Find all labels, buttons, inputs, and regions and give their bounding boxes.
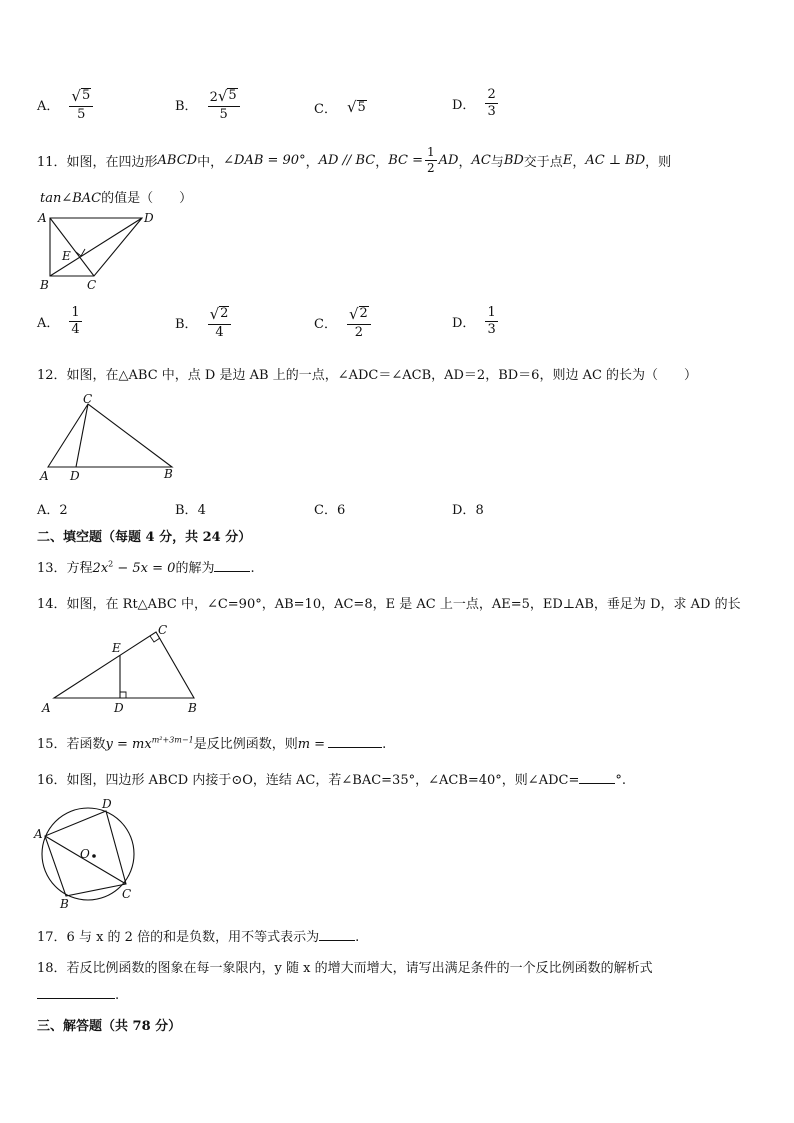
- option-value: 2: [59, 503, 68, 518]
- q11-stem-line2: [40, 187, 192, 206]
- q13-stem: [37, 557, 255, 576]
- section-2-heading: 二、填空题（每题 4 分，共 24 分）: [37, 530, 252, 545]
- label-o: O: [80, 847, 90, 861]
- label-a: A: [34, 827, 43, 841]
- label-d: D: [144, 211, 154, 225]
- denominator: 4: [71, 321, 80, 337]
- text: 17．6 与 x 的 2 倍的和是负数，用不等式表示为: [37, 930, 320, 945]
- label-a: A: [42, 701, 51, 715]
- math: AC: [471, 152, 491, 168]
- q12-option-c: [314, 499, 345, 518]
- fraction: √ 5 5: [69, 88, 93, 121]
- text: 中，: [197, 154, 224, 170]
- label-e: E: [112, 641, 121, 655]
- answer-blank[interactable]: [579, 782, 615, 784]
- math: tan∠BAC: [40, 191, 102, 206]
- exponent: 2: [108, 559, 114, 569]
- text: ，: [375, 154, 389, 170]
- label-e: E: [62, 249, 71, 263]
- q17-stem: [37, 926, 359, 945]
- q12-stem: 12．如图，在△ABC 中，点 D 是边 AB 上的一点，∠ADC＝∠ACB，AD＝2，BD＝6，则边 AC 的长为（ ）: [37, 368, 698, 383]
- fraction: [69, 306, 81, 336]
- math: AC ⊥ BD: [585, 152, 646, 168]
- q10-option-a: [37, 88, 93, 121]
- option-value: 4: [197, 503, 206, 518]
- text: °.: [615, 773, 626, 788]
- q18-stem: 18．若反比例函数的图象在每一象限内，y 随 x 的增大而增大，请写出满足条件的一个反比例函数的解析式: [37, 961, 653, 976]
- option-label: C．: [314, 102, 337, 117]
- q11-option-d: [452, 306, 498, 336]
- math: ∠DAB = 90°: [223, 152, 306, 168]
- radicand: 5: [357, 99, 366, 115]
- option-value: 8: [475, 503, 484, 518]
- denominator: 3: [487, 321, 496, 337]
- q10-option-c: C． √ 5: [314, 98, 366, 117]
- text: 13．方程: [37, 561, 93, 576]
- fraction: [485, 88, 497, 118]
- option-label: A．: [37, 315, 60, 331]
- label-a: A: [38, 211, 47, 225]
- text: 15．若函数: [37, 737, 106, 752]
- diagonal-ac: [50, 218, 94, 276]
- fraction: [485, 306, 497, 336]
- label-b: B: [164, 467, 173, 481]
- text: 16．如图，四边形 ABCD 内接于⊙O，连结 AC，若∠BAC=35°，∠ACB=40°，则∠ADC=: [37, 773, 580, 788]
- answer-blank[interactable]: [328, 746, 382, 748]
- section-3-heading: 三、解答题（共 78 分）: [37, 1019, 182, 1034]
- q16-figure: [32, 796, 144, 912]
- option-label: D．: [452, 315, 476, 331]
- text: .: [250, 561, 255, 576]
- math: m =: [297, 737, 326, 752]
- answer-blank[interactable]: [214, 570, 250, 572]
- denominator: 5: [77, 106, 86, 122]
- denominator: 2: [426, 160, 435, 175]
- label-b: B: [188, 701, 197, 715]
- label-a: A: [40, 469, 49, 483]
- q11-option-c: [314, 306, 371, 339]
- option-label: B．: [175, 503, 198, 518]
- label-d: D: [114, 701, 124, 715]
- math: AD // BC: [318, 152, 376, 168]
- label-c: C: [87, 278, 97, 292]
- q11-option-a: [37, 306, 82, 336]
- text: ，: [458, 154, 472, 170]
- option-label: A．: [37, 99, 60, 115]
- label-c: C: [158, 623, 168, 637]
- option-label: B．: [175, 317, 198, 333]
- text: ，: [305, 154, 319, 170]
- exponent: m²+3m−1: [151, 735, 194, 745]
- option-label: B．: [175, 99, 198, 115]
- answer-blank[interactable]: [37, 997, 115, 999]
- option-label: C．: [314, 503, 337, 518]
- option-value: 6: [336, 503, 346, 518]
- denominator: 2: [354, 324, 364, 340]
- text: 的值是（ ）: [101, 191, 193, 206]
- q10-option-d: [452, 88, 498, 118]
- text: .: [355, 930, 360, 945]
- text: 与: [490, 154, 504, 170]
- q12-figure: [36, 392, 186, 484]
- q12-option-b: [175, 499, 206, 518]
- math: AD: [438, 152, 459, 168]
- q10-option-b: [175, 88, 240, 121]
- denominator: 4: [215, 324, 224, 340]
- fraction: √ 2 4: [208, 306, 232, 339]
- math: BC =: [388, 152, 423, 168]
- fraction: 2 √ 5 5: [208, 88, 240, 121]
- fraction: √ 2 2: [347, 306, 371, 339]
- q14-stem: 14．如图，在 Rt△ABC 中，∠C=90°，AB=10，AC=8，E 是 AC 上一点，AE=5，ED⊥AB，垂足为 D，求 AD 的长: [37, 597, 741, 612]
- coefficient: 2: [209, 89, 218, 105]
- option-label: D．: [452, 503, 476, 518]
- text: ，则: [645, 154, 672, 170]
- text: 的解为: [175, 561, 215, 576]
- q11-option-b: [175, 306, 231, 339]
- label-b: B: [60, 897, 69, 911]
- q12-option-a: [37, 499, 68, 518]
- math: ABCD: [157, 152, 198, 168]
- math: E: [562, 152, 573, 168]
- q18-answer-line: [37, 988, 119, 1003]
- q11-figure: [34, 208, 164, 294]
- numerator: 1: [71, 305, 80, 320]
- math: BD: [503, 152, 524, 168]
- diagonal-bd: [50, 218, 142, 276]
- radicand: 2: [359, 306, 368, 321]
- text: .: [115, 988, 120, 1003]
- numerator: 2: [487, 87, 496, 102]
- numerator: 1: [426, 145, 435, 159]
- option-label: D．: [452, 97, 476, 113]
- radicand: 5: [228, 88, 237, 103]
- q14-figure: [36, 620, 206, 716]
- denominator: 3: [487, 103, 496, 119]
- math: 2x: [92, 561, 109, 576]
- text: 11．如图，在四边形: [37, 154, 158, 170]
- label-d: D: [70, 469, 80, 483]
- math: y = mx: [105, 737, 152, 752]
- label-c: C: [83, 392, 93, 406]
- q11-stem: [37, 146, 671, 174]
- text: 交于点: [523, 154, 563, 170]
- q12-option-d: [452, 499, 484, 518]
- right-angle-mark-d: [120, 692, 126, 698]
- math: − 5x = 0: [113, 561, 176, 576]
- label-c: C: [122, 887, 132, 901]
- q15-stem: [37, 733, 386, 752]
- radicand: 5: [81, 88, 91, 103]
- option-label: A．: [37, 503, 60, 518]
- text: ，: [572, 154, 586, 170]
- label-b: B: [40, 278, 49, 292]
- q16-stem: [37, 769, 626, 788]
- text: 是反比例函数，则: [193, 737, 298, 752]
- triangle-abc: [48, 404, 172, 467]
- option-label: C．: [314, 317, 337, 333]
- answer-blank[interactable]: [319, 939, 355, 941]
- fraction: [425, 146, 437, 174]
- center-point: [92, 854, 96, 858]
- radicand: 2: [220, 306, 229, 321]
- numerator: 1: [487, 305, 496, 320]
- denominator: 5: [219, 106, 228, 122]
- label-d: D: [102, 797, 112, 811]
- triangle-abc: [54, 632, 194, 698]
- text: .: [382, 737, 387, 752]
